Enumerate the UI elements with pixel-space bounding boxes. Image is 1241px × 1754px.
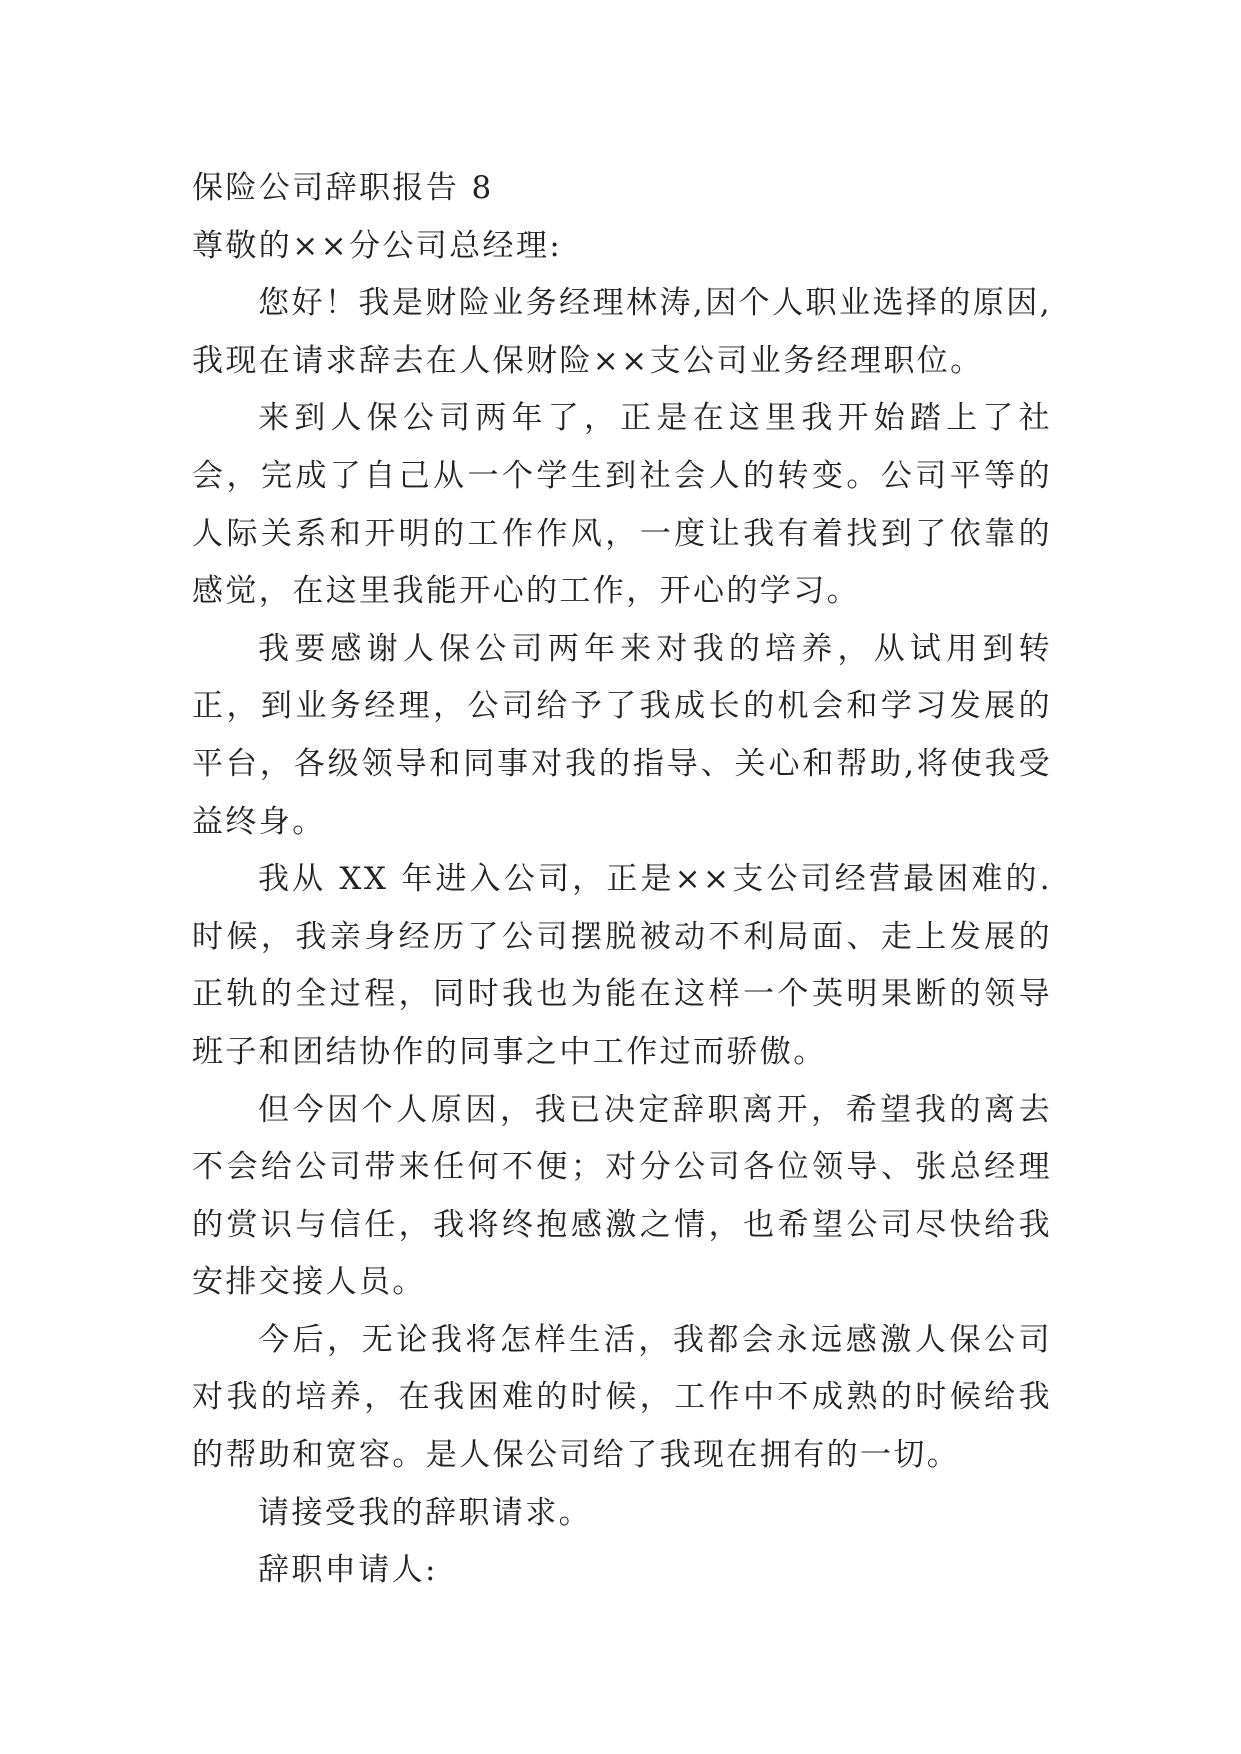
paragraph-gratitude: 今后，无论我将怎样生活，我都会永远感激人保公司对我的培养，在我困难的时候，工作中不成熟的时候给我的帮助和宽容。是人保公司给了我现在拥有的一切。 — [192, 1321, 1052, 1474]
paragraph-history: 我从 XX 年进入公司，正是××支公司经营最困难的.时候，我亲身经历了公司摆脱被动不利局面、走上发展的正轨的全过程，同时我也为能在这样一个英明果断的领导班子和团结协作的同事之中工作过而骄傲。 — [192, 861, 1052, 1070]
applicant-signature-label: 辞职申请人: — [258, 1552, 438, 1589]
salutation: 尊敬的××分公司总经理: — [192, 227, 563, 264]
paragraph-reason: 但今因个人原因，我已决定辞职离开，希望我的离去不会给公司带来任何不便；对分公司各位领导、张总经理的赏识与信任，我将终抱感激之情，也希望公司尽快给我安排交接人员。 — [192, 1091, 1052, 1301]
paragraph-greeting: 您好！我是财险业务经理林涛,因个人职业选择的原因,我现在请求辞去在人保财险××支公司业务经理职位。 — [192, 285, 1052, 379]
paragraph-request: 请接受我的辞职请求。 — [258, 1494, 592, 1531]
document-title: 保险公司辞职报告 8 — [192, 170, 494, 206]
paragraph-thanks: 我要感谢人保公司两年来对我的培养，从试用到转正，到业务经理，公司给予了我成长的机会和学习发展的平台，各级领导和同事对我的指导、关心和帮助,将使我受益终身。 — [192, 630, 1052, 840]
paragraph-experience: 来到人保公司两年了，正是在这里我开始踏上了社会，完成了自己从一个学生到社会人的转变。公司平等的人际关系和开明的工作作风，一度让我有着找到了依靠的感觉，在这里我能开心的工作，开心的学习。 — [192, 400, 1052, 610]
document-body — [192, 160, 1052, 1600]
